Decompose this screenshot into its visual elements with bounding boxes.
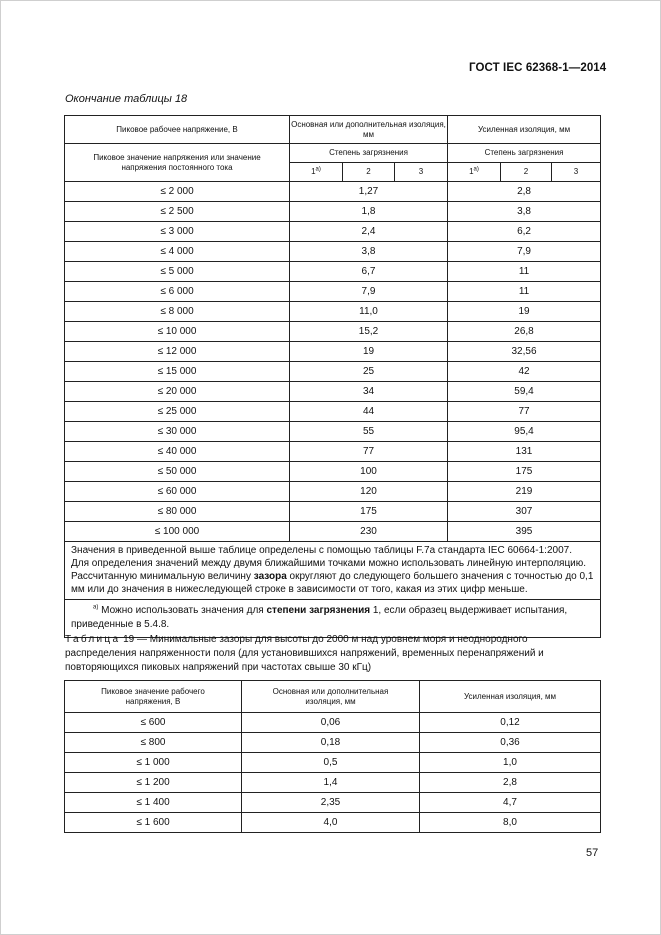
row-voltage: ≤ 6 000 bbox=[65, 282, 290, 302]
row-voltage: ≤ 5 000 bbox=[65, 262, 290, 282]
table-row bbox=[65, 302, 601, 322]
row-reinforced-clearance: 219 bbox=[448, 482, 601, 502]
row-reinforced-clearance: 307 bbox=[448, 502, 601, 522]
row-reinforced-clearance: 2,8 bbox=[448, 182, 601, 202]
table-row bbox=[65, 753, 601, 773]
row-basic-clearance: 6,7 bbox=[290, 262, 448, 282]
footnote-mark: a) bbox=[473, 166, 479, 173]
table19 bbox=[64, 680, 601, 833]
row-basic-clearance: 44 bbox=[290, 402, 448, 422]
table-row bbox=[65, 482, 601, 502]
row-basic-clearance: 230 bbox=[290, 522, 448, 542]
row-basic-clearance: 15,2 bbox=[290, 322, 448, 342]
standard-header: ГОСТ IEC 62368-1—2014 bbox=[469, 62, 607, 74]
row-reinforced-clearance: 0,12 bbox=[420, 713, 601, 733]
row-voltage: ≤ 2 000 bbox=[65, 182, 290, 202]
row-voltage: ≤ 12 000 bbox=[65, 342, 290, 362]
row-voltage: ≤ 60 000 bbox=[65, 482, 290, 502]
row-reinforced-clearance: 6,2 bbox=[448, 222, 601, 242]
table-row bbox=[65, 222, 601, 242]
footnote-mark: a) bbox=[93, 604, 99, 611]
header-pd3-basic: 3 bbox=[395, 163, 448, 182]
footnote-mark: a) bbox=[315, 166, 321, 173]
row-reinforced-clearance: 8,0 bbox=[420, 813, 601, 833]
row-basic-clearance: 34 bbox=[290, 382, 448, 402]
row-voltage: ≤ 30 000 bbox=[65, 422, 290, 442]
table-row bbox=[65, 502, 601, 522]
table-row bbox=[65, 522, 601, 542]
table-row bbox=[65, 773, 601, 793]
table-row bbox=[65, 713, 601, 733]
row-voltage: ≤ 1 400 bbox=[65, 793, 242, 813]
table-row bbox=[65, 322, 601, 342]
row-reinforced-clearance: 131 bbox=[448, 442, 601, 462]
table18-caption: Окончание таблицы 18 bbox=[65, 93, 188, 105]
row-voltage: ≤ 40 000 bbox=[65, 442, 290, 462]
note-line: Для определения значений между двумя ближайшими точками можно использовать линейную интерполяцию. bbox=[71, 558, 587, 569]
row-voltage: ≤ 600 bbox=[65, 713, 242, 733]
row-voltage: ≤ 10 000 bbox=[65, 322, 290, 342]
table18-footnote: $^{a)}$ Можно использовать значения для степени загрязнения 1, если образец выдерживает испытания, приведенные в 5.4.8. bbox=[65, 600, 601, 638]
table-row bbox=[65, 402, 601, 422]
table-row bbox=[65, 462, 601, 482]
row-basic-clearance: 100 bbox=[290, 462, 448, 482]
row-reinforced-clearance: 3,8 bbox=[448, 202, 601, 222]
row-reinforced-clearance: 11 bbox=[448, 262, 601, 282]
row-voltage: ≤ 80 000 bbox=[65, 502, 290, 522]
row-reinforced-clearance: 7,9 bbox=[448, 242, 601, 262]
row-voltage: ≤ 2 500 bbox=[65, 202, 290, 222]
row-reinforced-clearance: 11 bbox=[448, 282, 601, 302]
row-voltage: ≤ 8 000 bbox=[65, 302, 290, 322]
row-reinforced-clearance: 1,0 bbox=[420, 753, 601, 773]
row-reinforced-clearance: 59,4 bbox=[448, 382, 601, 402]
header-pd2-reinforced: 2 bbox=[501, 163, 552, 182]
note-line: Значения в приведенной выше таблице определены с помощью таблицы F.7а стандарта IEC 60664-1:2007. bbox=[71, 545, 572, 556]
row-basic-clearance: 1,27 bbox=[290, 182, 448, 202]
row-reinforced-clearance: 0,36 bbox=[420, 733, 601, 753]
header-pd1-reinforced: 1$^{a)}$ bbox=[448, 163, 501, 182]
table18 bbox=[64, 115, 601, 638]
row-reinforced-clearance: 175 bbox=[448, 462, 601, 482]
row-basic-clearance: 25 bbox=[290, 362, 448, 382]
table-row bbox=[65, 733, 601, 753]
table-row bbox=[65, 342, 601, 362]
row-voltage: ≤ 100 000 bbox=[65, 522, 290, 542]
row-voltage: ≤ 1 200 bbox=[65, 773, 242, 793]
row-basic-clearance: 120 bbox=[290, 482, 448, 502]
row-basic-clearance: 19 bbox=[290, 342, 448, 362]
row-voltage: ≤ 50 000 bbox=[65, 462, 290, 482]
table-row bbox=[65, 262, 601, 282]
row-reinforced-clearance: 32,56 bbox=[448, 342, 601, 362]
header-pd3-reinforced: 3 bbox=[552, 163, 601, 182]
table-row bbox=[65, 282, 601, 302]
table-row bbox=[65, 182, 601, 202]
row-reinforced-clearance: 26,8 bbox=[448, 322, 601, 342]
table-row bbox=[65, 793, 601, 813]
row-basic-clearance: 175 bbox=[290, 502, 448, 522]
row-voltage: ≤ 20 000 bbox=[65, 382, 290, 402]
row-voltage: ≤ 1 600 bbox=[65, 813, 242, 833]
header-pd2-basic: 2 bbox=[343, 163, 395, 182]
row-reinforced-clearance: 4,7 bbox=[420, 793, 601, 813]
row-reinforced-clearance: 42 bbox=[448, 362, 601, 382]
row-basic-clearance: 1,8 bbox=[290, 202, 448, 222]
table-row bbox=[65, 382, 601, 402]
table-row bbox=[65, 362, 601, 382]
row-basic-clearance: 1,4 bbox=[242, 773, 420, 793]
header-pd1-basic: 1$^{a)}$ bbox=[290, 163, 343, 182]
header-basic-insulation: Основная или дополнительная изоляция, мм bbox=[290, 116, 448, 144]
row-voltage: ≤ 15 000 bbox=[65, 362, 290, 382]
row-reinforced-clearance: 2,8 bbox=[420, 773, 601, 793]
table-row bbox=[65, 242, 601, 262]
table-row bbox=[65, 442, 601, 462]
row-voltage: ≤ 800 bbox=[65, 733, 242, 753]
row-reinforced-clearance: 77 bbox=[448, 402, 601, 422]
t19-header-reinforced: Усиленная изоляция, мм bbox=[420, 681, 601, 713]
row-basic-clearance: 0,18 bbox=[242, 733, 420, 753]
table-row bbox=[65, 813, 601, 833]
table-row bbox=[65, 202, 601, 222]
header-peak-dc: Пиковое значение напряжения или значение напряжения постоянного тока bbox=[65, 144, 290, 182]
header-working-voltage: Пиковое рабочее напряжение, В bbox=[65, 116, 290, 144]
header-reinforced-insulation: Усиленная изоляция, мм bbox=[448, 116, 601, 144]
table19-title: Таблица 19 — Минимальные зазоры для высоты до 2000 м над уровнем моря и неоднородного распределения напряженности поля (для установившихся напряжений, временных перенапряжений и повторяющихся пиковых напряжений при частотах свыше 30 кГц) bbox=[65, 634, 544, 673]
row-basic-clearance: 2,35 bbox=[242, 793, 420, 813]
row-basic-clearance: 4,0 bbox=[242, 813, 420, 833]
t19-header-voltage: Пиковое значение рабочего напряжения, В bbox=[65, 681, 242, 713]
row-reinforced-clearance: 395 bbox=[448, 522, 601, 542]
note-line: Рассчитанную минимальную величину зазора округляют до следующего большего значения с точностью до 0,1 мм или до значения в нижеследующей строке в зависимости от того, какая из этих цифр меньше. bbox=[71, 571, 594, 595]
table-row bbox=[65, 422, 601, 442]
table18-notes bbox=[65, 542, 601, 600]
t19-header-basic: Основная или дополнительная изоляция, мм bbox=[242, 681, 420, 713]
row-reinforced-clearance: 19 bbox=[448, 302, 601, 322]
row-basic-clearance: 3,8 bbox=[290, 242, 448, 262]
row-basic-clearance: 55 bbox=[290, 422, 448, 442]
table19-body bbox=[65, 713, 601, 833]
page-number: 57 bbox=[586, 847, 599, 859]
row-basic-clearance: 2,4 bbox=[290, 222, 448, 242]
row-voltage: ≤ 4 000 bbox=[65, 242, 290, 262]
header-pollution-degree-basic: Степень загрязнения bbox=[290, 144, 448, 163]
header-pollution-degree-reinforced: Степень загрязнения bbox=[448, 144, 601, 163]
row-basic-clearance: 7,9 bbox=[290, 282, 448, 302]
row-voltage: ≤ 3 000 bbox=[65, 222, 290, 242]
row-voltage: ≤ 25 000 bbox=[65, 402, 290, 422]
row-basic-clearance: 11,0 bbox=[290, 302, 448, 322]
table18-body bbox=[65, 182, 601, 542]
row-basic-clearance: 0,06 bbox=[242, 713, 420, 733]
row-reinforced-clearance: 95,4 bbox=[448, 422, 601, 442]
row-voltage: ≤ 1 000 bbox=[65, 753, 242, 773]
row-basic-clearance: 0,5 bbox=[242, 753, 420, 773]
row-basic-clearance: 77 bbox=[290, 442, 448, 462]
